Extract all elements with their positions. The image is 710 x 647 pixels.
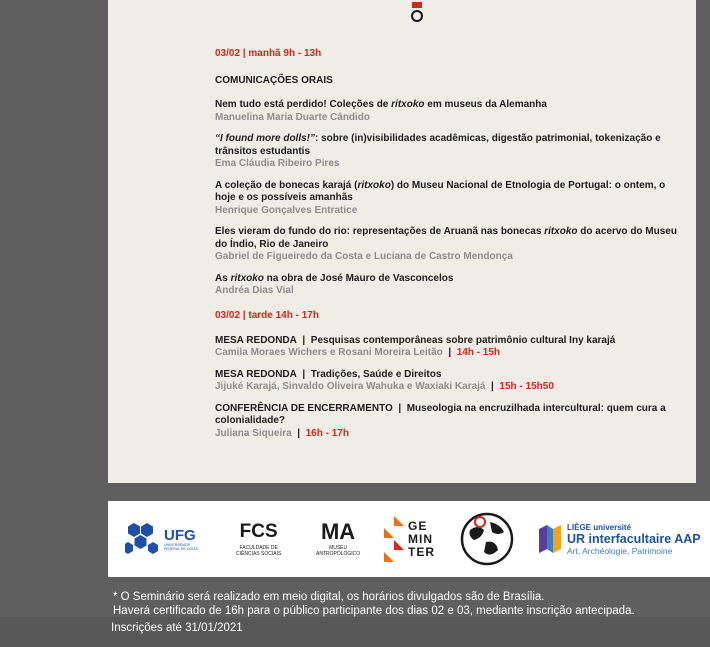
- ritxoko-doll-icon: [408, 2, 426, 24]
- talk-title: Nem tudo está perdido! Coleções de ritxoko em museus da Alemanha: [215, 99, 547, 110]
- globe-icon: [460, 512, 514, 566]
- liege-sub: Art, Archéologie, Patrimoine: [567, 545, 673, 556]
- liege-top: LIÈGE université: [567, 522, 632, 532]
- ufg-logo: [125, 501, 198, 577]
- geminter-line-2: MIN: [408, 531, 433, 546]
- program-poster: [108, 0, 696, 483]
- talk-title: Eles vieram do fundo do rio: representações de Aruanã nas bonecas ritxoko do acervo do Museu do Índio, Rio de Janeiro: [215, 226, 677, 250]
- talk-author: Ema Cláudia Ribeiro Pires: [215, 158, 340, 169]
- ma-subtitle-2: ANTROPOLÓGICO: [316, 550, 361, 557]
- event-speakers: Juliana Siqueira | 16h - 17h: [215, 427, 349, 439]
- talk-title: A coleção de bonecas karajá (ritxoko) do Museu Nacional de Etnologia de Portugal: o ontem, o hoje e os possíveis amanhãs: [215, 179, 666, 203]
- talk-item: [215, 99, 685, 124]
- talk-title: “I found more dolls!”: sobre (in)visibilidades acadêmicas, digestão patrimonial, tokenização e trânsitos estudantis: [215, 133, 661, 157]
- footer-note-line-2: Haverá certificado de 16h para o público participante dos dias 02 e 03, mediante inscrição antecipada.: [113, 605, 635, 617]
- event-time: 16h - 17h: [305, 427, 349, 439]
- fcs-subtitle-1: FACULDADE DE: [239, 544, 278, 551]
- event-time: 14h - 15h: [456, 347, 501, 358]
- afternoon-session-label: 03/02 | tarde 14h - 17h: [215, 309, 319, 321]
- partner-logos-bar: [108, 501, 710, 577]
- ma-logo: [316, 501, 360, 577]
- fcs-logo: [236, 501, 281, 577]
- event-time: 15h - 15h50: [499, 381, 554, 392]
- geminter-line-3: TER: [408, 544, 435, 559]
- event-title: MESA REDONDA | Pesquisas contemporâneas sobre patrimônio cultural Iny karajá: [215, 334, 616, 346]
- ma-subtitle-1: MUSEU: [329, 544, 348, 551]
- ufg-subtitle: UNIVERSIDADE FEDERAL DE GOIÁS: [164, 542, 198, 551]
- talk-author: Gabriel de Figueiredo da Costa e Luciana de Castro Mendonça: [215, 251, 513, 262]
- event-title: CONFERÊNCIA DE ENCERRAMENTO | Museologia na encruzilhada intercultural: quem cura a colonialidade?: [215, 402, 666, 426]
- fcs-subtitle-2: CIÊNCIAS SOCIAIS: [236, 550, 282, 557]
- footer-note-line-1: * O Seminário será realizado em meio digital, os horários divulgados são de Brasília.: [113, 591, 545, 603]
- event-speakers: Camila Moraes Wichers e Rosani Moreira Leitão | 14h - 15h: [215, 347, 501, 358]
- event-item: [215, 335, 685, 360]
- talk-title: As ritxoko na obra de José Mauro de Vasconcelos: [215, 272, 454, 284]
- morning-session-label: 03/02 | manhã 9h - 13h: [215, 48, 322, 59]
- program-content: [215, 48, 685, 449]
- liege-logo: [539, 501, 701, 577]
- talk-item: [215, 226, 685, 264]
- talk-item: [215, 133, 685, 171]
- talk-author: Manuelina Maria Duarte Cândido: [215, 111, 371, 123]
- liege-main: UR interfacultaire AAP: [567, 531, 701, 546]
- event-item: [215, 403, 685, 441]
- liege-emblem-icon: [539, 525, 561, 553]
- registration-deadline: Inscrições até 31/01/2021: [111, 622, 243, 634]
- event-item: [215, 369, 685, 394]
- geminter-shapes-icon: [384, 516, 404, 562]
- ufg-hexagon-icon: [125, 521, 161, 557]
- geminter-line-1: GE: [408, 518, 428, 533]
- section-title: COMUNICAÇÕES ORAIS: [215, 75, 333, 86]
- geminter-logo: [384, 501, 435, 577]
- event-title: MESA REDONDA | Tradições, Saúde e Direitos: [215, 368, 442, 380]
- ufg-name: UFG: [164, 526, 196, 544]
- talk-item: [215, 273, 685, 298]
- footer-note: [113, 590, 708, 618]
- talk-author: Andréa Dias Vial: [215, 285, 294, 296]
- talk-item: [215, 180, 685, 218]
- talk-author: Henrique Gonçalves Entratice: [215, 204, 358, 216]
- ma-name: MA: [320, 518, 356, 544]
- event-speakers: Jijuké Karajá, Sinvaldo Oliveira Wahuka e Waxiaki Karajá | 15h - 15h50: [215, 381, 554, 392]
- globe-logo: [460, 501, 514, 577]
- fcs-name: FCS: [239, 520, 278, 542]
- footer-bar: [0, 617, 710, 647]
